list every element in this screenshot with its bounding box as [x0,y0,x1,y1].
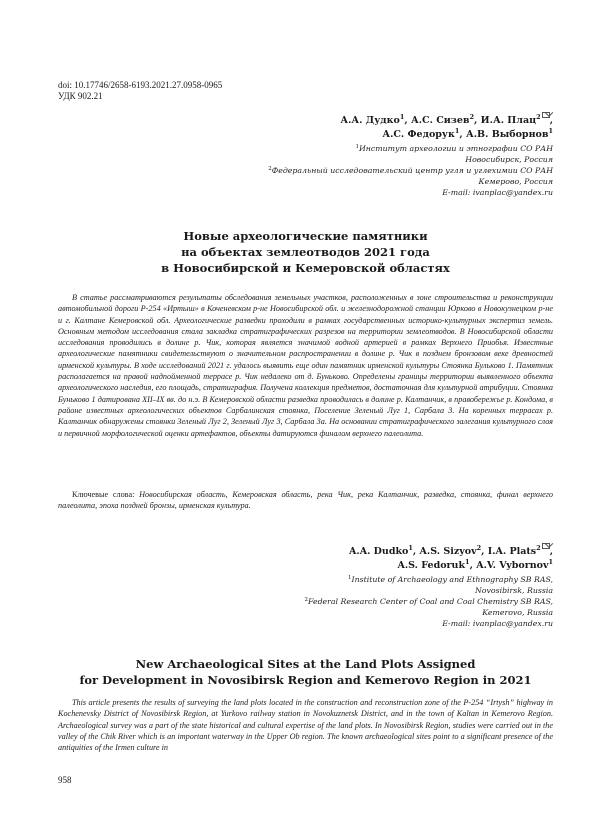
affil-sup: 1 [348,575,352,581]
title-ru [58,228,553,276]
author-name: I.A. Plats [487,546,537,557]
authors-en-line1: A.A. Dudko$^1$, A.S. Sizyov$^2$, I.A. Plats$^2$ , [349,544,553,557]
abstract-text: This article presents the results of surveying the land plots located in the construction and reconstruction zone of the P-254 “Irtysh” highway in Kochenevsky District of Novosibirsk Region, at Yurkovo railway station in Novokuznetsk District, and in the town of Kaltan in Kemerovo Region. Archaeological survey was a part of the state historical and cultural expertise of the land plots. In Novosibirsk Region, studies were carried out in the valley of the Chik River which is an important waterway in the Upper Ob region. The known archaeological sites point to a significant presence of the antiquities of the Irmen culture in [58,698,553,753]
author-name: А.С. Сизев [410,115,470,126]
abstract-en [58,697,553,753]
email[interactable]: E-mail: ivanplac@yandex.ru [442,188,553,197]
author-affil-sup: 1 [548,127,553,135]
author-name: И.А. Плац [480,115,537,126]
affiliations-en [133,574,553,629]
affiliations-ru [133,143,553,198]
authors-ru-line1: А.А. Дудко$^1$, А.С. Сизев$^2$, И.А. Плац$^2$ , [340,113,553,126]
authors-ru [133,112,553,142]
author-name: A.A. Dudko [349,546,409,557]
author-name: А.С. Федорук [382,129,455,140]
author-affil-sup: 2 [469,113,475,121]
article-meta [58,80,222,102]
affiliation-2-city: Кемерово, Россия [478,177,553,186]
authors-en-line2: A.S. Fedoruk$^1$, A.V. Vybornov$^1$ [397,558,553,571]
affiliation-1-name: Институт археологии и этнографии СО РАН [358,144,553,153]
affiliation-1-name: Institute of Archaeology and Ethnography SB RAS, [351,575,553,584]
envelope-icon [542,112,550,118]
author-name: А.А. Дудко [340,115,400,126]
author-name: A.V. Vybornov [476,560,549,571]
author-affil-sup: 1 [454,127,460,135]
author-affil-sup: 1 [548,558,553,566]
affiliation-1-city: Новосибирск, Россия [465,155,553,164]
author-affil-sup: 1 [399,113,405,121]
keywords-ru [58,489,553,512]
title-line: for Development in Novosibirsk Region and Kemerovo Region in 2021 [79,673,532,687]
abstract-text: В статье рассматриваются результаты обследования земельных участков, расположенных в зоне строительства и реконструкции автомобильной дороги Р-254 «Иртыш» в Коченевском р-не Новосибирской обл. и железнодорожной станции Юрково в Новокузнецком р-не и г. Калтане Кемеровской обл. Археологические разведки проходили в рамках государственных историко-культурных экспертиз земель. Основным методом исследования стала закладка стратиграфических разрезов на территории землеотводов. В Новосибирской области исследования проводились в долине р. Чик, которая является значимой водной артерией в рамках Верхнего Приобья. Известные археологические памятники свидетельствуют о значительном распространении в долине р. Чик в позднем бронзовом веке древностей ирменской культуры. В ходе исследований 2021 г. удалось выявить еще один памятник ирменской культуры Стоянка Бульково 1. Памятник располагается на правой надпойменной террасе р. Чик недалеко от д. Буньково. Определены границы территории выявленного объекта археологического наследия, его площадь, стратиграфия. Получена коллекция предметов, достаточная для культурной атрибуции. Стоянка Буньково 1 датирована XII–IX вв. до н.э. В Кемеровской области разведка проводилась в долине р. Калтанчик, в правобережье р. Кондома, в районе известных археологических объектов Сарбалинская стоянка, Поселение Зеленый Луг 1, Сарбала 3. На коренных террасах р. Калтанчик обнаружены стоянки Зеленый Луг 2, Зеленый Луг 3, Сарбала 3а. На основании стратиграфического залегания культурного слоя и первичной морфологической оценки артефактов, объекты датируются финалом верхнего палеолита. [58,293,553,438]
title-line: Новые археологические памятники [183,229,428,243]
author-affil-sup: 2 [536,113,541,121]
title-line: в Новосибирской и Кемеровской областях [161,261,450,275]
authors-en [133,543,553,573]
email[interactable]: E-mail: ivanplac@yandex.ru [442,619,553,628]
keywords-list: Новосибирская область, Кемеровская область, река Чик, река Калтанчик, разведка, стоянка, финал верхнего палеолита, эпоха поздней бронзы, ирменская культура. [58,490,553,511]
affil-sup: 1 [355,144,359,150]
affiliation-2-name: Федеральный исследовательский центр угля и углехимии СО РАН [271,166,553,175]
title-line: на объектах землеотводов 2021 года [181,245,430,259]
title-line: New Archaeological Sites at the Land Plots Assigned [135,657,476,671]
author-affil-sup: 1 [465,558,470,566]
affiliation-2-name: Federal Research Center of Coal and Coal Chemistry SB RAS, [307,597,553,606]
author-name: А.В. Выборнов [466,129,549,140]
author-name: A.S. Fedoruk [397,560,466,571]
author-affil-sup: 2 [476,544,482,552]
affil-sup: 2 [268,166,272,172]
author-affil-sup: 1 [408,544,413,552]
author-affil-sup: 2 [536,544,541,552]
doi[interactable]: doi: 10.17746/2658-6193.2021.27.0958-0965 [58,80,223,90]
abstract-ru [58,292,553,439]
envelope-icon [542,543,550,549]
authors-ru-line2: А.С. Федорук$^1$, А.В. Выборнов$^1$ [382,127,553,140]
author-name: A.S. Sizyov [419,546,477,557]
udk: УДК 902.21 [58,91,103,101]
page-number: 958 [58,775,72,785]
affil-sup: 2 [304,597,308,603]
keywords-label: Ключевые слова: [72,490,140,499]
title-en [58,656,553,688]
affiliation-1-city: Novosibirsk, Russia [474,586,553,595]
affiliation-2-city: Kemerovo, Russia [482,608,553,617]
